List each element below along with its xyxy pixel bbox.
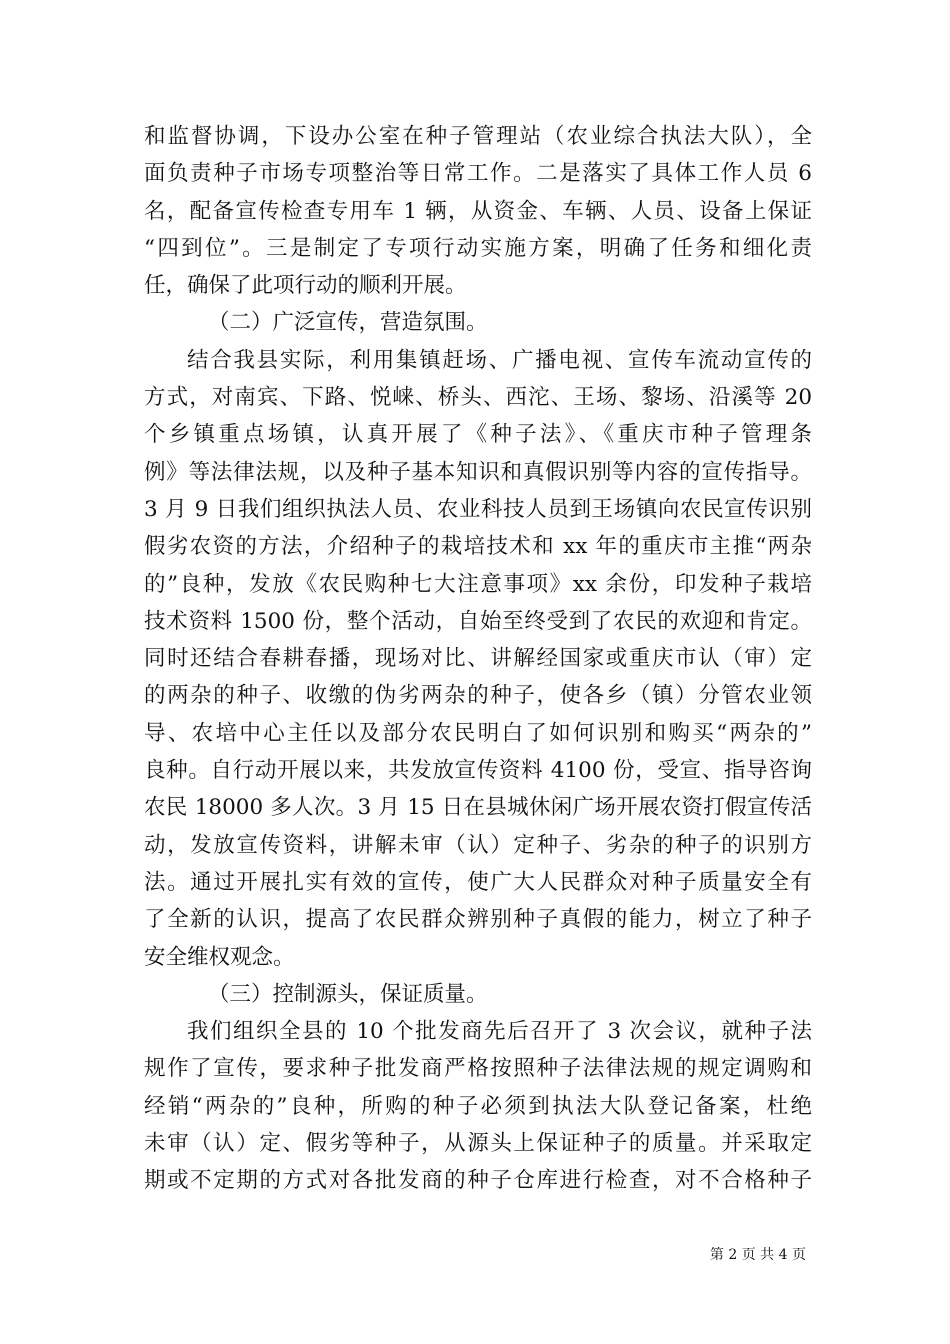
paragraph-line: 技术资料 1500 份，整个活动，自始至终受到了农民的欢迎和肯定。: [144, 608, 812, 634]
paragraph-line: 规作了宣传，要求种子批发商严格按照种子法律法规的规定调购和: [144, 1056, 812, 1082]
paragraph-first-line: 我们组织全县的 10 个批发商先后召开了 3 次会议，就种子法: [187, 1019, 812, 1045]
paragraph-line: 和监督协调，下设办公室在种子管理站（农业综合执法大队），全: [144, 124, 812, 149]
paragraph-line: 个乡镇重点场镇，认真开展了《种子法》、《重庆市种子管理条: [144, 422, 812, 448]
paragraph-line: 假劣农资的方法，介绍种子的栽培技术和 xx 年的重庆市主推“两杂: [144, 534, 812, 560]
paragraph-line: 动，发放宣传资料，讲解未审（认）定种子、劣杂的种子的识别方: [144, 832, 812, 858]
paragraph-line: 经销“两杂的”良种，所购的种子必须到执法大队登记备案，杜绝: [144, 1093, 812, 1119]
section-heading: （二）广泛宣传，营造氛围。: [208, 310, 488, 336]
paragraph-line: 农民 18000 多人次。3 月 15 日在县城休闲广场开展农资打假宣传活: [144, 795, 812, 821]
section-heading: （三）控制源头，保证质量。: [208, 981, 488, 1007]
paragraph-line: 方式，对南宾、下路、悦崃、桥头、西沱、王场、黎场、沿溪等 20: [144, 385, 812, 411]
paragraph-line: 的两杂的种子、收缴的伪劣两杂的种子，使各乡（镇）分管农业领: [144, 683, 812, 709]
paragraph-line: 面负责种子市场专项整治等日常工作。二是落实了具体工作人员 6: [144, 161, 812, 187]
paragraph-line: 了全新的认识，提高了农民群众辨别种子真假的能力，树立了种子: [144, 907, 812, 933]
paragraph-line: 3 月 9 日我们组织执法人员、农业科技人员到王场镇向农民宣传识别: [144, 496, 812, 522]
paragraph-first-line: 结合我县实际，利用集镇赶场、广播电视、宣传车流动宣传的: [187, 347, 812, 373]
paragraph-line: 同时还结合春耕春播，现场对比、讲解经国家或重庆市认（审）定: [144, 646, 812, 672]
paragraph-line: 期或不定期的方式对各批发商的种子仓库进行检查，对不合格种子: [144, 1168, 812, 1194]
document-body: [144, 118, 812, 1200]
paragraph-line: 任，确保了此项行动的顺利开展。: [144, 273, 467, 299]
paragraph-line: 未审（认）定、假劣等种子，从源头上保证种子的质量。并采取定: [144, 1131, 812, 1157]
paragraph-line: 的”良种，发放《农民购种七大注意事项》xx 余份，印发种子栽培: [144, 571, 812, 597]
paragraph-line: 安全维权观念。: [144, 944, 295, 970]
paragraph-line: 名，配备宣传检查专用车 1 辆，从资金、车辆、人员、设备上保证: [144, 198, 812, 224]
page-number-footer: 第 2 页 共 4 页: [709, 1247, 806, 1263]
paragraph-line: “四到位”。三是制定了专项行动实施方案，明确了任务和细化责: [144, 235, 812, 261]
paragraph-line: 导、农培中心主任以及部分农民明白了如何识别和购买“两杂的”: [144, 720, 812, 746]
paragraph-line: 法。通过开展扎实有效的宣传，使广大人民群众对种子质量安全有: [144, 869, 812, 895]
paragraph-line: 例》等法律法规，以及种子基本知识和真假识别等内容的宣传指导。: [144, 459, 812, 485]
paragraph-line: 良种。自行动开展以来，共发放宣传资料 4100 份，受宣、指导咨询: [144, 758, 812, 784]
